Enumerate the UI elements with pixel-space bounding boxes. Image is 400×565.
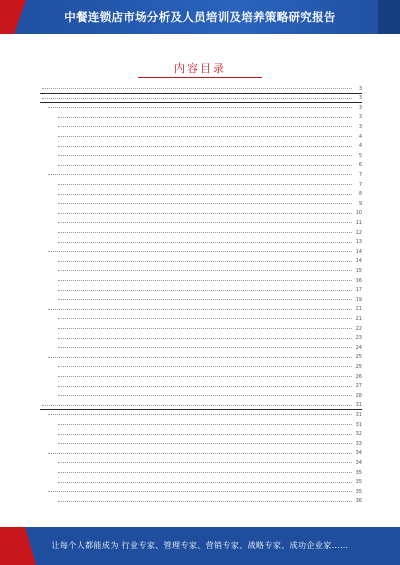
toc-dot-leader [58,155,352,156]
toc-entry[interactable] [40,459,362,466]
toc-entry[interactable] [40,85,362,92]
report-title: 中餐连锁店市场分析及人员培训及培养策略研究报告 [64,10,336,24]
toc-page-number: 32 [355,431,362,438]
toc-dot-leader [58,194,352,195]
toc-dot-leader [58,328,352,329]
toc-page-number: 23 [355,335,362,342]
toc-dot-leader [58,462,352,463]
toc-page-number: 6 [358,162,362,169]
toc-dot-leader [48,107,352,108]
toc-page-number: 35 [355,469,362,476]
toc-entry[interactable] [40,479,362,486]
toc-dot-leader [48,309,352,310]
toc-entry[interactable] [40,373,362,380]
toc-page-number: 25 [355,363,362,370]
toc-entry[interactable] [40,450,362,457]
chapter-underline [40,409,362,410]
toc-entry[interactable] [40,277,362,284]
toc-heading-divider [138,77,262,78]
toc-page-number: 24 [355,344,362,351]
toc-dot-leader [58,117,352,118]
toc-entry[interactable] [40,402,362,409]
toc-page-number: 26 [355,373,362,380]
toc-dot-leader [58,299,352,300]
toc-dot-leader [58,347,352,348]
toc-entry[interactable] [40,229,362,236]
table-of-contents [40,85,362,515]
toc-page-number: 33 [355,440,362,447]
toc-dot-leader [58,213,352,214]
toc-entry[interactable] [40,104,362,111]
toc-entry[interactable] [40,114,362,121]
toc-page-number: 12 [355,229,362,236]
toc-dot-leader [58,434,352,435]
toc-entry[interactable] [40,248,362,255]
toc-dot-leader [48,453,352,454]
toc-page-number: 25 [355,354,362,361]
toc-dot-leader [58,222,352,223]
toc-entry[interactable] [40,488,362,495]
toc-dot-leader [58,146,352,147]
toc-entry[interactable] [40,133,362,140]
toc-page-number: 31 [355,411,362,418]
toc-dot-leader [42,405,352,406]
toc-entry[interactable] [40,363,362,370]
toc-dot-leader [58,270,352,271]
toc-entry[interactable] [40,171,362,178]
toc-page-number: 27 [355,383,362,390]
toc-entry[interactable] [40,181,362,188]
toc-page-number: 34 [355,459,362,466]
toc-entry[interactable] [40,431,362,438]
toc-entry[interactable] [40,200,362,207]
toc-entry[interactable] [40,383,362,390]
toc-page-number: 15 [355,267,362,274]
toc-page-number: 22 [355,325,362,332]
toc-entry[interactable] [40,469,362,476]
toc-page-number: 19 [355,296,362,303]
chapter-underline [40,102,362,103]
toc-page-number: 3 [358,114,362,121]
toc-dot-leader [58,261,352,262]
toc-page-number: 7 [358,171,362,178]
toc-page-number: 9 [358,200,362,207]
footer-slogan: 让每个人都能成为 行业专家、管理专家、营销专家、战略专家、成功企业家…… [51,541,349,550]
toc-entry[interactable] [40,354,362,361]
toc-page-number: 14 [355,248,362,255]
toc-page-number: 16 [355,277,362,284]
toc-dot-leader [58,280,352,281]
toc-entry[interactable] [40,335,362,342]
toc-dot-leader [58,318,352,319]
toc-entry[interactable] [40,162,362,169]
toc-dot-leader [58,203,352,204]
toc-page-number: 31 [355,402,362,409]
toc-entry[interactable] [40,267,362,274]
chapter-underline [40,93,362,94]
toc-page-number: 7 [358,181,362,188]
toc-heading: 内容目录 [174,62,226,75]
toc-page-number: 21 [355,315,362,322]
toc-page-number: 35 [355,488,362,495]
toc-dot-leader [58,126,352,127]
toc-dot-leader [58,386,352,387]
toc-dot-leader [58,242,352,243]
toc-page-number: 10 [355,210,362,217]
toc-entry[interactable] [40,191,362,198]
toc-page-number: 8 [358,191,362,198]
toc-entry[interactable] [40,219,362,226]
toc-page-number: 4 [358,143,362,150]
toc-page-number: 11 [355,219,362,226]
toc-entry[interactable] [40,498,362,505]
toc-page-number: 36 [355,498,362,505]
toc-dot-leader [58,338,352,339]
toc-entry[interactable] [40,258,362,265]
toc-entry[interactable] [40,95,362,102]
toc-dot-leader [58,424,352,425]
toc-page-number: 17 [355,287,362,294]
toc-page-number: 13 [355,239,362,246]
toc-page-number: 31 [355,421,362,428]
toc-dot-leader [42,98,352,99]
toc-entry[interactable] [40,411,362,418]
toc-dot-leader [48,174,352,175]
toc-page-number: 21 [355,306,362,313]
toc-dot-leader [48,491,352,492]
toc-entry[interactable] [40,325,362,332]
toc-entry[interactable] [40,210,362,217]
toc-page-number: 14 [355,258,362,265]
toc-entry[interactable] [40,123,362,130]
toc-page-number: 4 [358,133,362,140]
toc-page-number: 3 [358,85,362,92]
toc-entry[interactable] [40,152,362,159]
toc-entry[interactable] [40,239,362,246]
toc-dot-leader [58,395,352,396]
toc-dot-leader [58,232,352,233]
toc-dot-leader [58,482,352,483]
toc-entry[interactable] [40,392,362,399]
toc-dot-leader [58,165,352,166]
toc-dot-leader [58,184,352,185]
toc-page-number: 28 [355,392,362,399]
toc-entry[interactable] [40,421,362,428]
toc-dot-leader [48,251,352,252]
toc-entry[interactable] [40,315,362,322]
toc-dot-leader [58,290,352,291]
toc-dot-leader [42,88,352,89]
toc-dot-leader [58,443,352,444]
toc-entry[interactable] [40,440,362,447]
toc-page-number: 3 [358,95,362,102]
toc-dot-leader [58,376,352,377]
toc-page-number: 35 [355,479,362,486]
toc-dot-leader [58,136,352,137]
toc-entry[interactable] [40,306,362,313]
toc-dot-leader [58,501,352,502]
toc-entry[interactable] [40,287,362,294]
toc-entry[interactable] [40,296,362,303]
toc-dot-leader [48,414,352,415]
toc-entry[interactable] [40,344,362,351]
report-header-banner [0,0,400,34]
footer-banner [0,527,400,565]
toc-page-number: 3 [358,104,362,111]
toc-dot-leader [48,357,352,358]
toc-page-number: 34 [355,450,362,457]
toc-dot-leader [58,472,352,473]
toc-page-number: 5 [358,152,362,159]
toc-page-number: 3 [358,123,362,130]
toc-dot-leader [58,366,352,367]
toc-entry[interactable] [40,143,362,150]
